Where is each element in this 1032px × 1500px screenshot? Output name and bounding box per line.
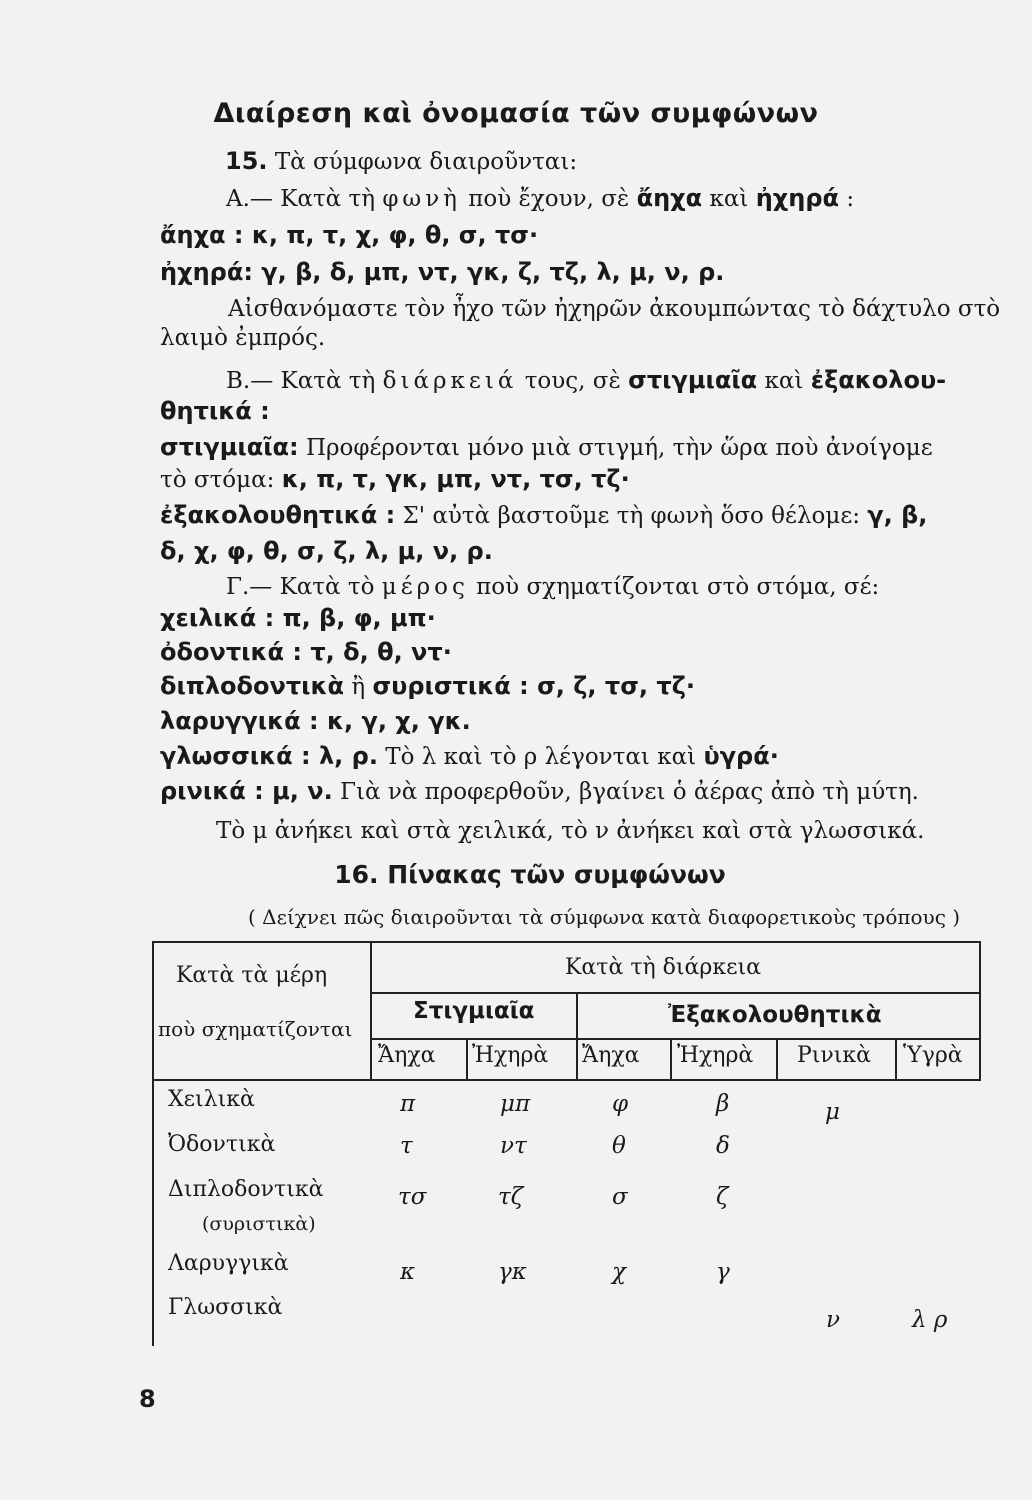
corner-divider: [370, 941, 372, 1081]
bold-term: ἠχηρά: [755, 184, 840, 212]
text-line: Αἰσθανόμαστε τὸν ἦχο τῶν ἠχηρῶν ἀκουμπώντας τὸ δάχτυλο στὸ: [228, 296, 1001, 322]
text: Τὰ σύμφωνα διαιροῦνται:: [267, 149, 578, 175]
group-header: Κατὰ τὴ διάρκεια: [565, 955, 761, 980]
text-line: [160, 396, 270, 427]
table-cell: τσ: [398, 1184, 427, 1210]
laryngika-list: [160, 706, 471, 737]
text: Γιὰ νὰ προφερθοῦν, βγαίνει ὁ ἀέρας ἀπὸ τὴ μύτη.: [332, 779, 919, 805]
text-line: λαιμὸ ἐμπρός.: [160, 325, 326, 351]
table-right-border: [979, 941, 981, 1081]
bold-term: ἐξακολου-: [810, 366, 947, 394]
subhead-rule: [370, 1038, 981, 1040]
bold-term: διπλοδοντικὰ: [160, 672, 345, 700]
row-label: Γλωσσικὰ: [168, 1295, 283, 1320]
col-divider: [895, 1038, 897, 1081]
text: τους, σὲ: [517, 368, 629, 394]
col-header: Ἄηχα: [582, 1043, 640, 1068]
bold-term: στιγμιαῖα: [628, 366, 758, 394]
letters: κ, γ, χ, γκ.: [318, 707, 471, 735]
exakolouthitika-def: [160, 500, 927, 531]
row-label: Διπλοδοντικὰ: [168, 1177, 324, 1202]
row-label: Ὀδοντικὰ: [168, 1132, 276, 1157]
table-caption: ( Δείχνει πῶς διαιροῦνται τὰ σύμφωνα κατὰ διαφορετικοὺς τρόπους ): [248, 905, 961, 929]
table-cell: κ: [400, 1259, 416, 1285]
letters: δ, χ, φ, θ, σ, ζ, λ, μ, ν, ρ.: [160, 537, 493, 565]
corner-top: Κατὰ τὰ μέρη: [176, 963, 328, 988]
text: καὶ: [757, 368, 811, 394]
stig-exak-divider: [576, 992, 578, 1081]
letters: γ, β,: [867, 501, 928, 529]
text: Β.— Κατὰ τὴ: [226, 368, 383, 394]
col-header: Ρινικὰ: [797, 1043, 872, 1068]
page-number: 8: [139, 1385, 156, 1413]
bold-term: ὀδοντικά :: [160, 638, 302, 666]
table-cell: σ: [612, 1184, 628, 1210]
table-cell: ντ: [500, 1133, 527, 1159]
table-cell: γ: [716, 1259, 730, 1285]
bold-term: χειλικά :: [160, 604, 275, 632]
bold-term: ἐξακολουθητικά :: [160, 501, 396, 529]
exakolouthitika-header: Ἐξακολουθητικὰ: [668, 1002, 882, 1028]
text: ποὺ σχηματίζονται στὸ στόμα, σέ:: [468, 574, 880, 600]
aicha-list: [160, 220, 538, 251]
table-cell: τζ: [498, 1184, 524, 1210]
bold-term: στιγμιαῖα:: [160, 433, 299, 461]
text: Α.— Κατὰ τὴ: [226, 186, 383, 212]
letters: μ, ν.: [263, 777, 333, 805]
point-a: [226, 183, 854, 214]
bold-term: ὑγρά·: [703, 742, 779, 770]
col-header: Ἠχηρὰ: [472, 1043, 549, 1068]
table-cell: μπ: [500, 1091, 531, 1117]
diplodontika-list: [160, 671, 695, 702]
letters: γ, β, δ, μπ, ντ, γκ, ζ, τζ, λ, μ, ν, ρ.: [252, 258, 725, 286]
table-title: 16. Πίνακας τῶν συμφώνων: [334, 860, 726, 889]
odontika-list: [160, 637, 452, 668]
stigmiaia-list: [160, 464, 630, 495]
table-cell: β: [716, 1091, 730, 1117]
text: τὸ στόμα:: [160, 467, 282, 493]
bold-term: ρινικά :: [160, 777, 264, 805]
corner-bottom: ποὺ σχηματίζονται: [158, 1017, 353, 1041]
bold-term: ἄηχα: [636, 184, 703, 212]
row-label: Χειλικὰ: [168, 1087, 255, 1112]
row-sublabel: (συριστικὰ): [202, 1213, 316, 1235]
text: ἢ: [344, 674, 373, 700]
stigmiaia-header: Στιγμιαῖα: [413, 998, 535, 1024]
table-cell: δ: [716, 1133, 730, 1159]
col-divider: [670, 1038, 672, 1081]
text-line: Τὸ μ ἀνήκει καὶ στὰ χειλικά, τὸ ν ἀνήκει καὶ στὰ γλωσσικά.: [216, 818, 925, 844]
spaced-word: μέρος: [381, 574, 469, 600]
point-b: [226, 365, 946, 396]
table-top-border: [152, 941, 981, 943]
text: καὶ: [702, 186, 756, 212]
letters: τ, δ, θ, ντ·: [301, 638, 452, 666]
letters: π, β, φ, μπ·: [274, 604, 436, 632]
col-header: Ἄηχα: [378, 1043, 436, 1068]
col-divider: [776, 1038, 778, 1081]
text: Προφέρονται μόνο μιὰ στιγμή, τὴν ὥρα ποὺ ἀνοίγομε: [298, 435, 933, 461]
spaced-word: διάρκειά: [382, 368, 518, 394]
text: ποὺ ἔχουν, σὲ: [460, 186, 637, 212]
table-left-border: [152, 941, 154, 1346]
glossika-list: [160, 741, 779, 772]
letters: κ, π, τ, γκ, μπ, ντ, τσ, τζ·: [281, 465, 630, 493]
bold-term: λαρυγγικά :: [160, 707, 319, 735]
col-header: Ἠχηρὰ: [677, 1043, 754, 1068]
text: Σ' αὐτὰ βαστοῦμε τὴ φωνὴ ὅσο θέλομε:: [395, 503, 868, 529]
table-cell: φ: [612, 1091, 629, 1117]
bold-term: ἄηχα :: [160, 221, 244, 249]
text: :: [839, 186, 855, 212]
section-title: Διαίρεση καὶ ὀνομασία τῶν συμφώνων: [213, 98, 819, 129]
table-cell: μ: [825, 1099, 840, 1125]
table-cell: ν: [826, 1307, 840, 1333]
spaced-word: φωνὴ: [382, 186, 461, 212]
text: Τὸ λ καὶ τὸ ρ λέγονται καὶ: [377, 744, 704, 770]
table-cell: ζ: [716, 1184, 729, 1210]
group-rule: [372, 992, 981, 994]
ichira-list: [160, 257, 724, 288]
bold-term: συριστικά : σ, ζ, τσ, τζ·: [372, 672, 695, 700]
table-cell: θ: [612, 1133, 626, 1159]
letters: κ, π, τ, χ, φ, θ, σ, τσ·: [243, 221, 539, 249]
header-bottom-rule: [152, 1079, 981, 1081]
col-header: Ὑγρὰ: [903, 1043, 963, 1068]
section-number: 15.: [225, 147, 268, 175]
rinika-list: [160, 776, 919, 807]
stigmiaia-def: [160, 432, 933, 463]
table-cell: λ ρ: [912, 1307, 948, 1333]
exakolouthitika-list: [160, 536, 493, 567]
bold-term: θητικά :: [160, 397, 270, 425]
text: Γ.— Κατὰ τὸ: [226, 574, 382, 600]
table-cell: γκ: [498, 1259, 527, 1285]
table-cell: τ: [400, 1133, 413, 1159]
letters: λ, ρ.: [310, 742, 378, 770]
col-divider: [466, 1038, 468, 1081]
bold-term: ἠχηρά:: [160, 258, 253, 286]
bold-term: γλωσσικά :: [160, 742, 311, 770]
point-c: [226, 572, 879, 602]
table-cell: π: [400, 1091, 416, 1117]
paragraph-15: [225, 146, 577, 177]
table-cell: χ: [612, 1259, 626, 1285]
cheilika-list: [160, 603, 436, 634]
row-label: Λαρυγγικὰ: [168, 1251, 289, 1276]
